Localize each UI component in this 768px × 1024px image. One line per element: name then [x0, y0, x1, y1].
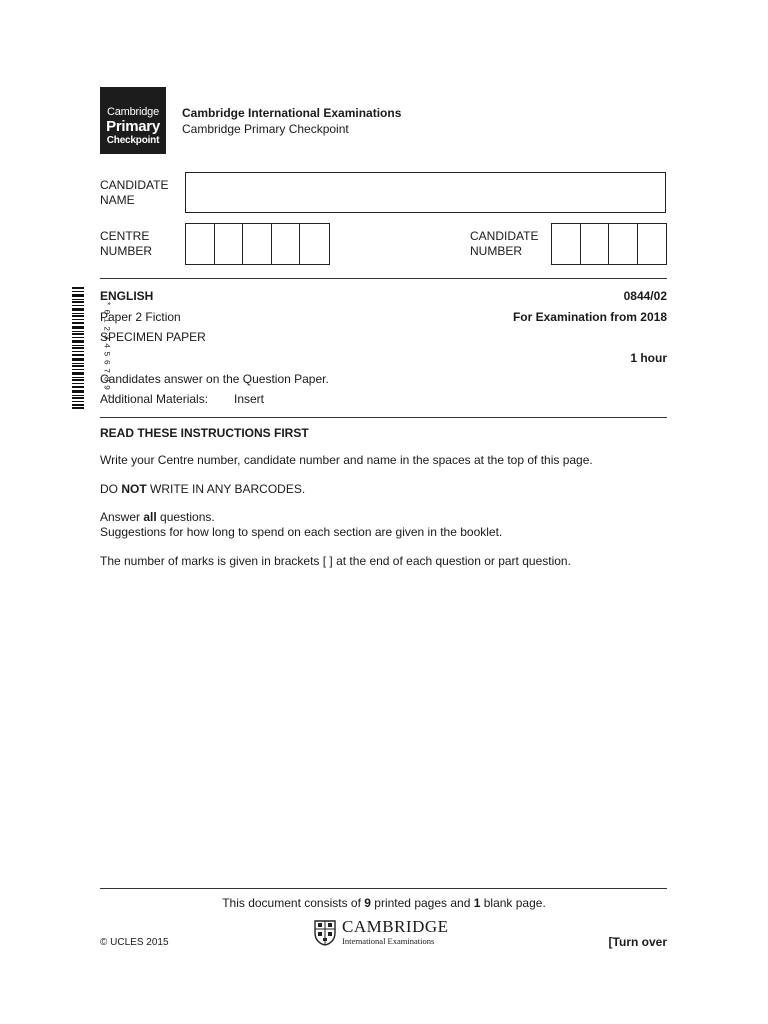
- centre-number-cell[interactable]: [243, 224, 272, 264]
- org-name: Cambridge International Examinations: [182, 106, 402, 120]
- candidate-name-label: [100, 178, 168, 208]
- centre-number-boxes[interactable]: [185, 223, 330, 265]
- copyright: © UCLES 2015: [100, 937, 169, 948]
- centre-number-label-line-2: NUMBER: [100, 244, 153, 258]
- centre-number-cell[interactable]: [215, 224, 244, 264]
- instruction-2-part-c: WRITE IN ANY BARCODES.: [146, 482, 306, 496]
- page-count-part-e: blank page.: [480, 896, 546, 910]
- candidate-name-box[interactable]: [185, 172, 666, 213]
- page-count-part-a: This document consists of: [222, 896, 365, 910]
- candidate-name-label-line-1: CANDIDATE: [100, 178, 169, 192]
- paper-title: Paper 2 Fiction: [100, 310, 181, 324]
- candidate-number-cell[interactable]: [581, 224, 610, 264]
- divider-top: [100, 278, 667, 279]
- instruction-2-part-a: DO: [100, 482, 122, 496]
- cambridge-wordmark: CAMBRIDGE: [342, 917, 449, 936]
- product-name: Cambridge Primary Checkpoint: [182, 122, 349, 136]
- cambridge-wordmark-sub: International Examinations: [342, 936, 435, 946]
- centre-number-cell[interactable]: [272, 224, 301, 264]
- exam-from: For Examination from 2018: [512, 310, 667, 324]
- cambridge-crest-icon: [314, 920, 336, 946]
- barcode-icon: [54, 287, 84, 409]
- instruction-3-part-c: questions.: [156, 510, 215, 524]
- barcode-number: *0123456789*: [101, 301, 111, 402]
- candidate-number-label-line-1: CANDIDATE: [470, 229, 539, 243]
- instruction-3: [100, 510, 215, 524]
- candidate-name-label-line-2: NAME: [100, 193, 135, 207]
- materials-label: Additional Materials:: [100, 392, 209, 406]
- candidate-number-boxes[interactable]: [551, 223, 667, 265]
- paper-type: SPECIMEN PAPER: [100, 330, 206, 344]
- instruction-4: Suggestions for how long to spend on each section are given in the booklet.: [100, 525, 503, 539]
- divider-middle: [100, 417, 667, 418]
- instruction-5: The number of marks is given in brackets [ ] at the end of each question or part question.: [100, 554, 571, 568]
- subject: ENGLISH: [100, 289, 154, 303]
- page-count-part-c: printed pages and: [370, 896, 474, 910]
- logo-line-2: Primary: [106, 118, 160, 135]
- blank-pages-count: 1: [473, 896, 481, 910]
- printed-pages-count: 9: [364, 896, 371, 910]
- candidate-number-label-line-2: NUMBER: [470, 244, 523, 258]
- answer-on: Candidates answer on the Question Paper.: [100, 372, 329, 386]
- instruction-1: Write your Centre number, candidate number and name in the spaces at the top of this page.: [100, 453, 593, 467]
- candidate-number-label: [470, 229, 538, 259]
- paper-code: 0844/02: [623, 289, 667, 303]
- logo-line-1: Cambridge: [106, 106, 159, 118]
- materials-value: Insert: [234, 392, 265, 406]
- candidate-number-cell[interactable]: [552, 224, 581, 264]
- centre-number-cell[interactable]: [300, 224, 329, 264]
- centre-number-label-line-1: CENTRE: [100, 229, 150, 243]
- cambridge-primary-checkpoint-logo: [100, 87, 166, 154]
- duration: 1 hour: [630, 351, 667, 365]
- instruction-2-part-b: NOT: [121, 482, 147, 496]
- candidate-number-cell[interactable]: [638, 224, 666, 264]
- instruction-3-part-b: all: [143, 510, 157, 524]
- instruction-3-part-a: Answer: [100, 510, 144, 524]
- divider-footer: [100, 888, 667, 889]
- instructions-heading: READ THESE INSTRUCTIONS FIRST: [100, 426, 309, 440]
- logo-line-3: Checkpoint: [106, 135, 160, 146]
- centre-number-label: [100, 229, 152, 259]
- turn-over: [Turn over: [608, 935, 667, 949]
- instruction-2: [100, 482, 305, 496]
- page-count: [0, 896, 768, 910]
- candidate-number-cell[interactable]: [609, 224, 638, 264]
- centre-number-cell[interactable]: [186, 224, 215, 264]
